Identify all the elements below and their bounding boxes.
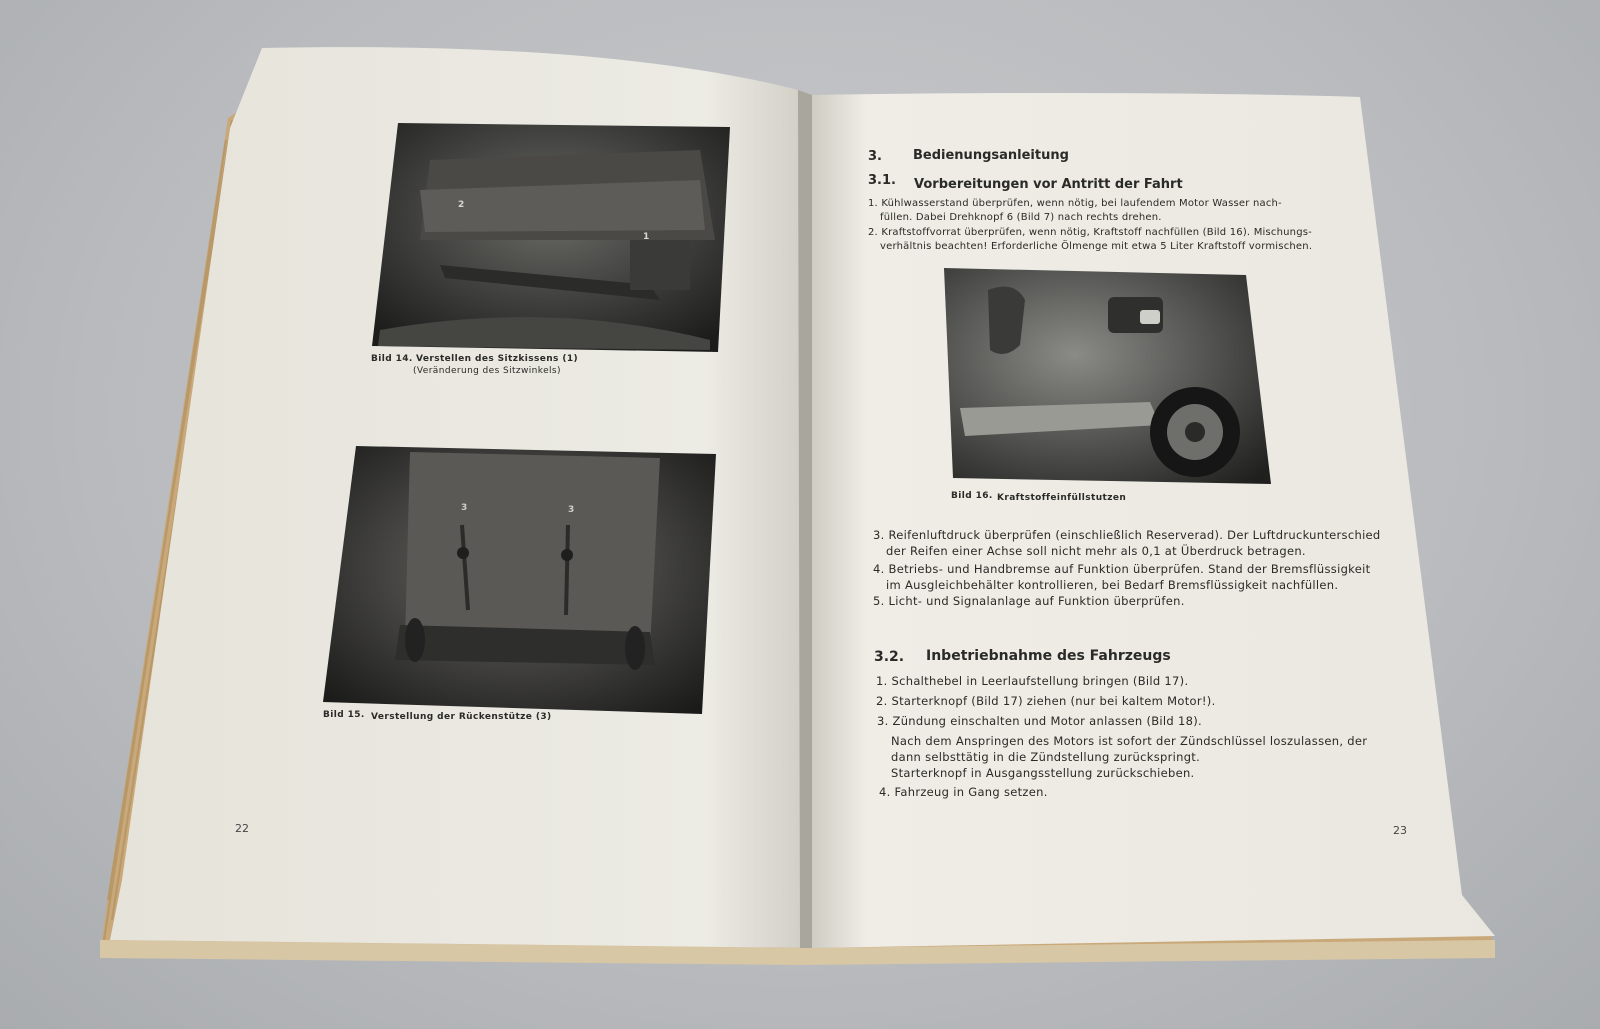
prep-line-2: füllen. Dabei Drehknopf 6 (Bild 7) nach rechts drehen. (880, 212, 1162, 223)
photo-bild-16 (944, 268, 1271, 484)
caption-bild15-label: Bild 15. (323, 710, 365, 720)
prep-line-3: 2. Kraftstoffvorrat überprüfen, wenn nötig, Kraftstoff nachfüllen (Bild 16). Mischungs- (868, 227, 1312, 238)
photo-bild-14 (372, 123, 730, 352)
start-line-3: 3. Zündung einschalten und Motor anlassen (Bild 18). (877, 714, 1202, 728)
page-number-right: 23 (1393, 824, 1407, 837)
start-line-4: 4. Fahrzeug in Gang setzen. (879, 785, 1048, 799)
check-line-3b: der Reifen einer Achse soll nicht mehr als 0,1 at Überdruck betragen. (886, 544, 1306, 558)
section-title: Bedienungsanleitung (913, 148, 1069, 163)
subsection-1-number: 3.1. (868, 173, 896, 188)
prep-line-1: 1. Kühlwasserstand überprüfen, wenn nötig, bei laufendem Motor Wasser nach- (868, 198, 1282, 209)
caption-bild16-label: Bild 16. (951, 491, 993, 501)
caption-bild15-title: Verstellung der Rückenstütze (3) (371, 712, 552, 722)
check-line-4a: 4. Betriebs- und Handbremse auf Funktion überprüfen. Stand der Bremsflüssigkeit (873, 562, 1371, 576)
check-line-5: 5. Licht- und Signalanlage auf Funktion überprüfen. (873, 594, 1185, 608)
subsection-1-title: Vorbereitungen vor Antritt der Fahrt (914, 177, 1183, 192)
subsection-2-title: Inbetriebnahme des Fahrzeugs (926, 648, 1171, 664)
start-line-3-detail-c: Starterknopf in Ausgangsstellung zurückschieben. (891, 766, 1195, 780)
photo-bild-15 (323, 446, 716, 714)
photo14-marker-1: 1 (643, 232, 650, 242)
prep-line-4: verhältnis beachten! Erforderliche Ölmenge mit etwa 5 Liter Kraftstoff vormischen. (880, 241, 1313, 252)
photo15-marker-a: 3 (461, 503, 468, 513)
start-line-2: 2. Starterknopf (Bild 17) ziehen (nur bei kaltem Motor!). (876, 694, 1216, 708)
photo15-marker-b: 3 (568, 505, 575, 515)
caption-bild14-label: Bild 14. (371, 354, 413, 364)
start-line-1: 1. Schalthebel in Leerlaufstellung bringen (Bild 17). (876, 674, 1189, 688)
check-line-4b: im Ausgleichbehälter kontrollieren, bei Bedarf Bremsflüssigkeit nachfüllen. (886, 578, 1339, 592)
check-line-3a: 3. Reifenluftdruck überprüfen (einschließlich Reserverad). Der Luftdruckunterschied (873, 528, 1381, 542)
spine-shadow (798, 90, 812, 948)
page-number-left: 22 (235, 822, 249, 835)
start-line-3-detail-a: Nach dem Anspringen des Motors ist sofort der Zündschlüssel loszulassen, der (891, 734, 1368, 748)
caption-bild14-title: Verstellen des Sitzkissens (1) (416, 354, 579, 364)
subsection-2-number: 3.2. (874, 649, 905, 665)
start-line-3-detail-b: dann selbsttätig in die Zündstellung zurückspringt. (891, 750, 1201, 764)
caption-bild16-title: Kraftstoffeinfüllstutzen (997, 493, 1127, 503)
section-number: 3. (868, 149, 882, 164)
photo14-marker-2: 2 (458, 200, 465, 210)
caption-bild14-sub: (Veränderung des Sitzwinkels) (413, 366, 561, 376)
